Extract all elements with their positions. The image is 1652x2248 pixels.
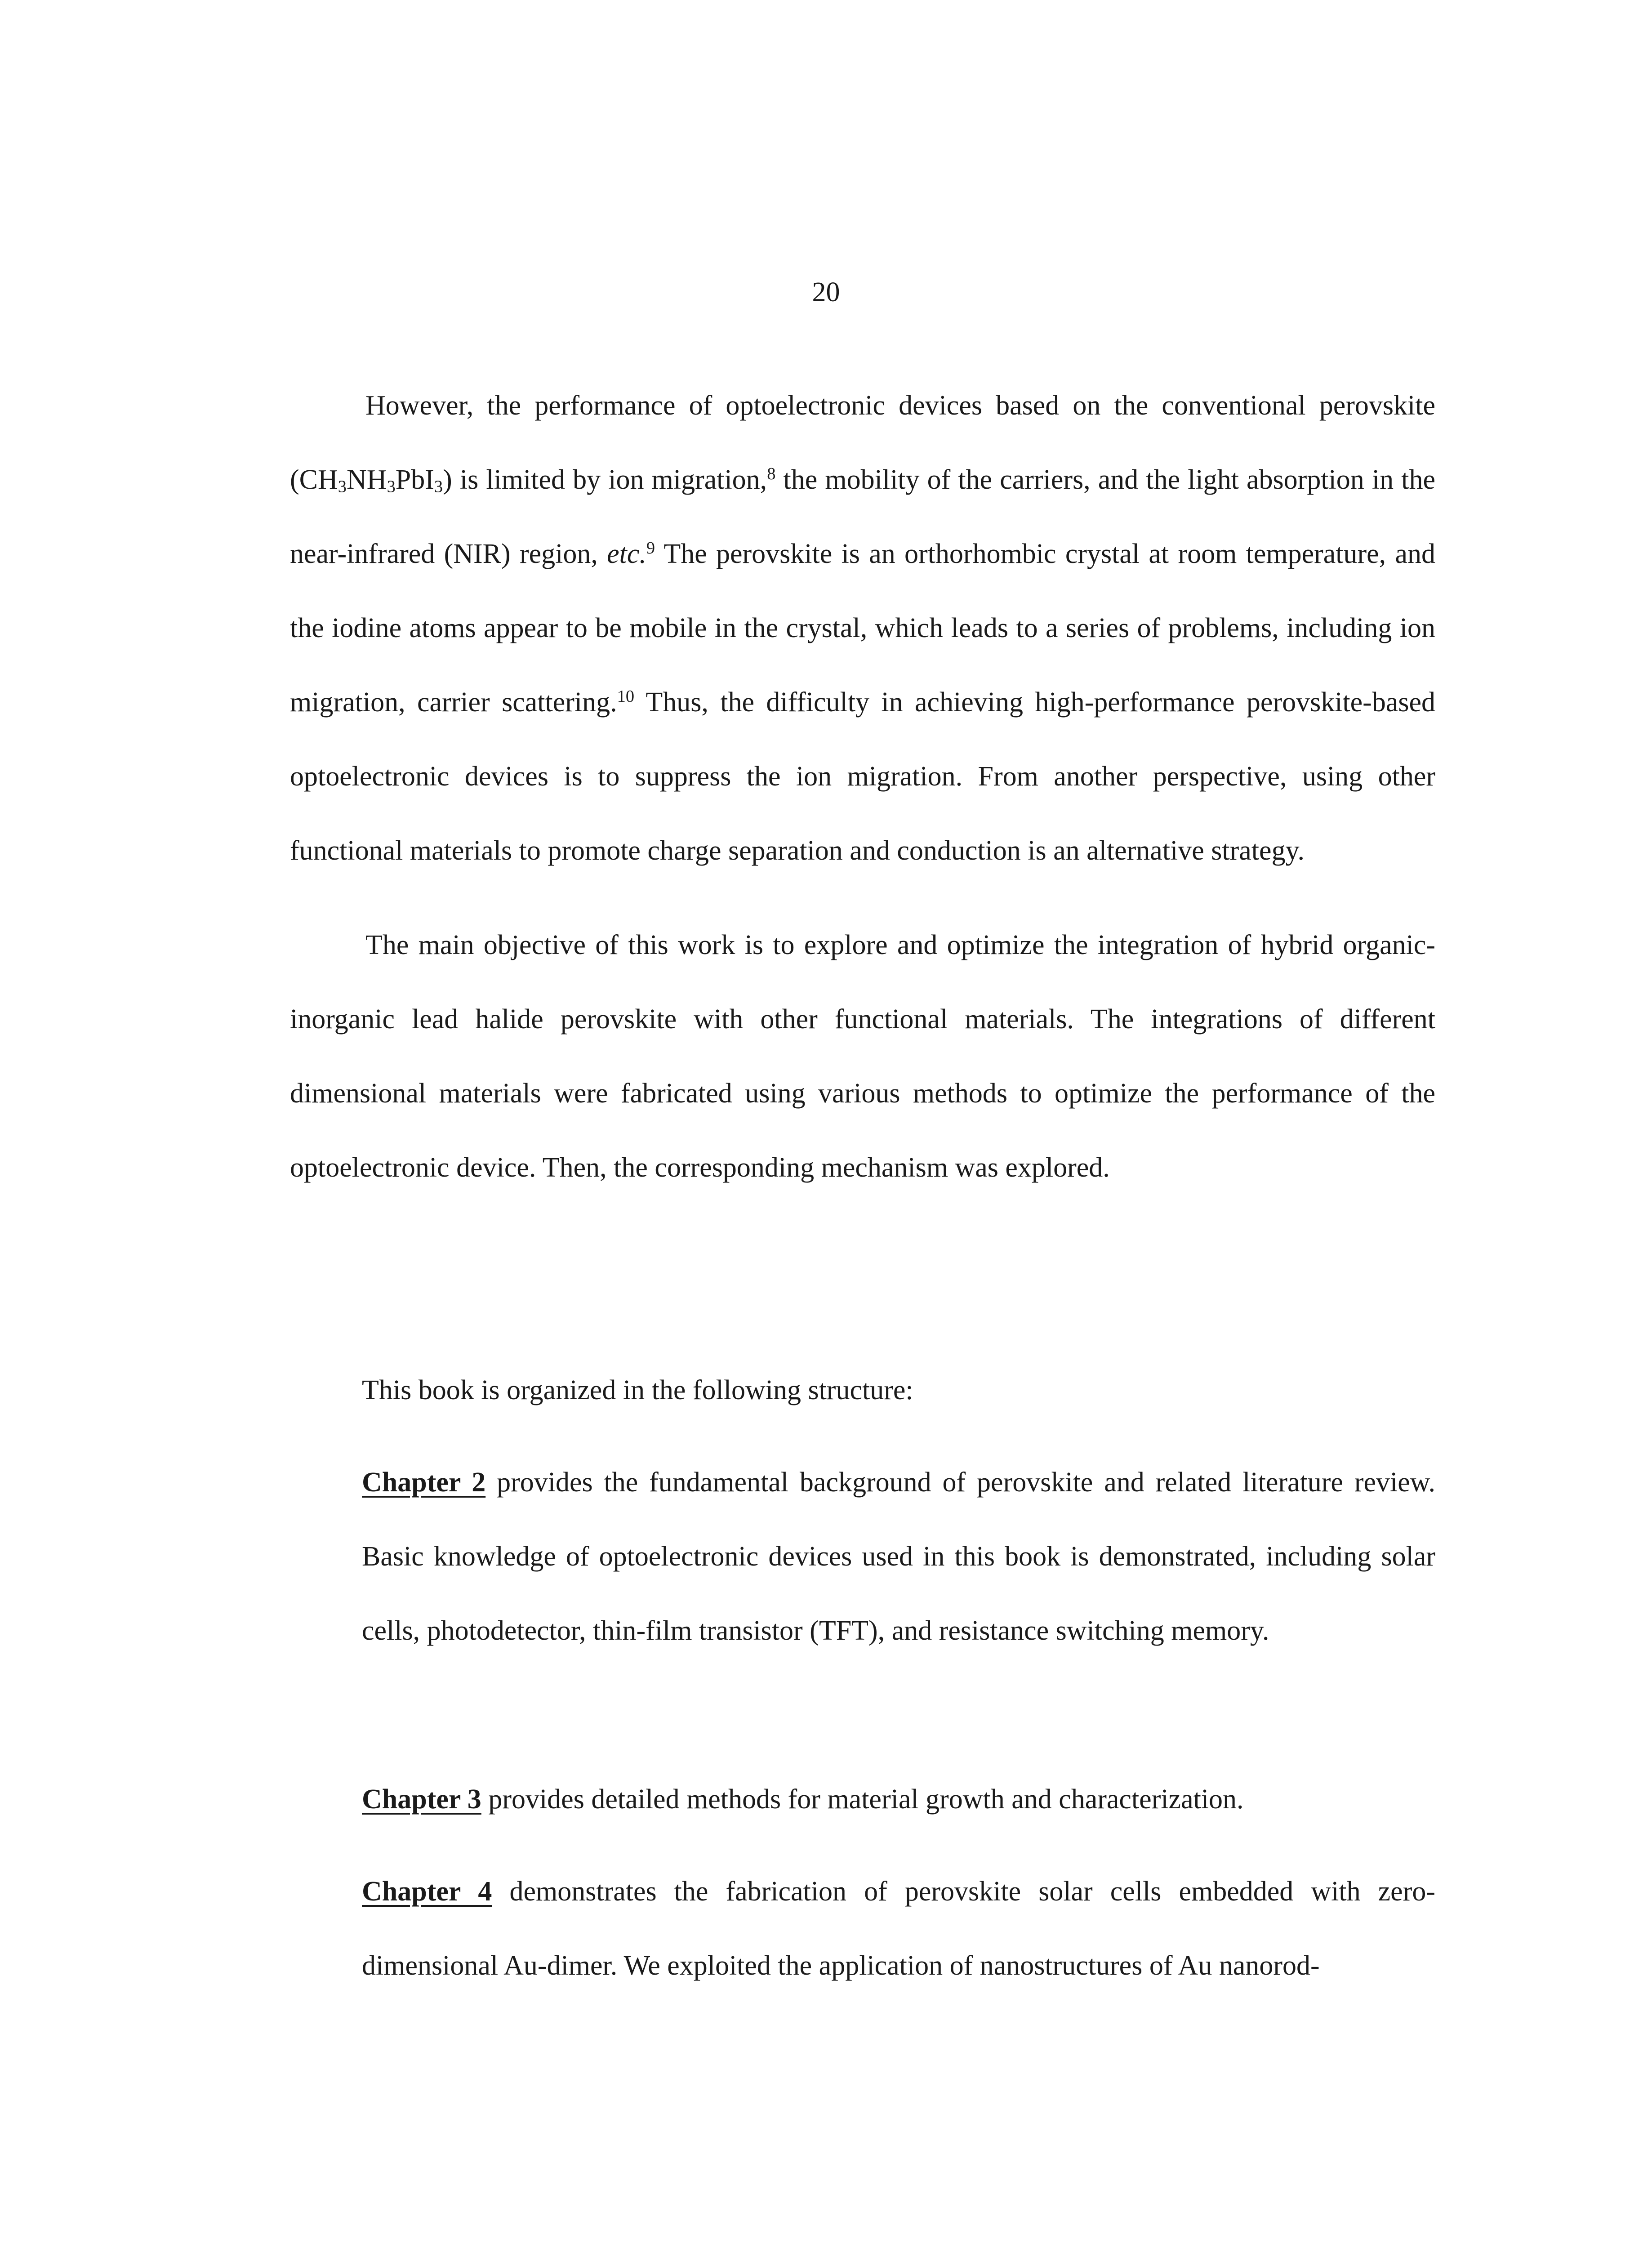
paragraph-text: Thus, the difficulty in achieving high-performance perovskite-based optoelectronic devices is to suppress the ion migration. From another perspective, using other functional materials to promote charge separation and conduction is an alternative strategy.: [290, 687, 1435, 866]
citation-reference: 9: [646, 538, 655, 558]
paragraph-objective: The main objective of this work is to explore and optimize the integration of hybrid organic-inorganic lead halide perovskite with other functional materials. The integrations of different dimensional materials were fabricated using various methods to optimize the performance of the optoelectronic device. Then, the corresponding mechanism was explored.: [290, 930, 1435, 1183]
paragraph-text: However, the performance of optoelectronic devices based on the conventional perovskite (CH: [290, 390, 1435, 495]
paragraph-text: The perovskite is an orthorhombic crystal at room temperature, and the iodine atoms appear to be mobile in the crystal, which leads to a series of problems, including ion migration, carrier scattering.: [290, 539, 1435, 718]
chapter-description: provides detailed methods for material growth and characterization.: [481, 1784, 1244, 1815]
chapter-entry: [362, 1445, 1435, 1668]
citation-reference: 8: [767, 464, 776, 483]
subscript: 3: [387, 477, 396, 496]
chapter-entry: [362, 1855, 1435, 2003]
structure-intro: [362, 1353, 1435, 1427]
main-body: [290, 369, 1435, 1205]
page-number: 20: [812, 277, 840, 308]
paragraph-text: the mobility of the carriers, and the light absorption in the near-infrared (NIR) region,: [290, 464, 1435, 569]
subscript: 3: [338, 477, 347, 496]
chapter-description: provides the fundamental background of perovskite and related literature review. Basic knowledge of optoelectronic devices used in this book is demonstrated, including solar cells, photodetector, thin-film transistor (TFT), and resistance switching memory.: [362, 1467, 1435, 1646]
chapter-description: demonstrates the fabrication of perovskite solar cells embedded with zero-dimensional Au-dimer. We exploited the application of nanostructures of Au nanorod-: [362, 1876, 1435, 1981]
paragraph-performance: [290, 369, 1435, 888]
italic-text: etc.: [607, 539, 646, 569]
paragraph-text: ) is limited by ion migration,: [443, 464, 767, 495]
paragraph-text: PbI: [395, 464, 434, 495]
chapter-label: Chapter 3: [362, 1784, 481, 1815]
chapter-entry: [362, 1762, 1435, 1837]
citation-reference: 10: [617, 687, 635, 706]
chapter-label: Chapter 2: [362, 1467, 486, 1498]
paragraph-text: NH: [347, 464, 387, 495]
subscript: 3: [434, 477, 443, 496]
chapter-label: Chapter 4: [362, 1876, 492, 1907]
structure-intro-text: This book is organized in the following structure:: [362, 1375, 913, 1405]
